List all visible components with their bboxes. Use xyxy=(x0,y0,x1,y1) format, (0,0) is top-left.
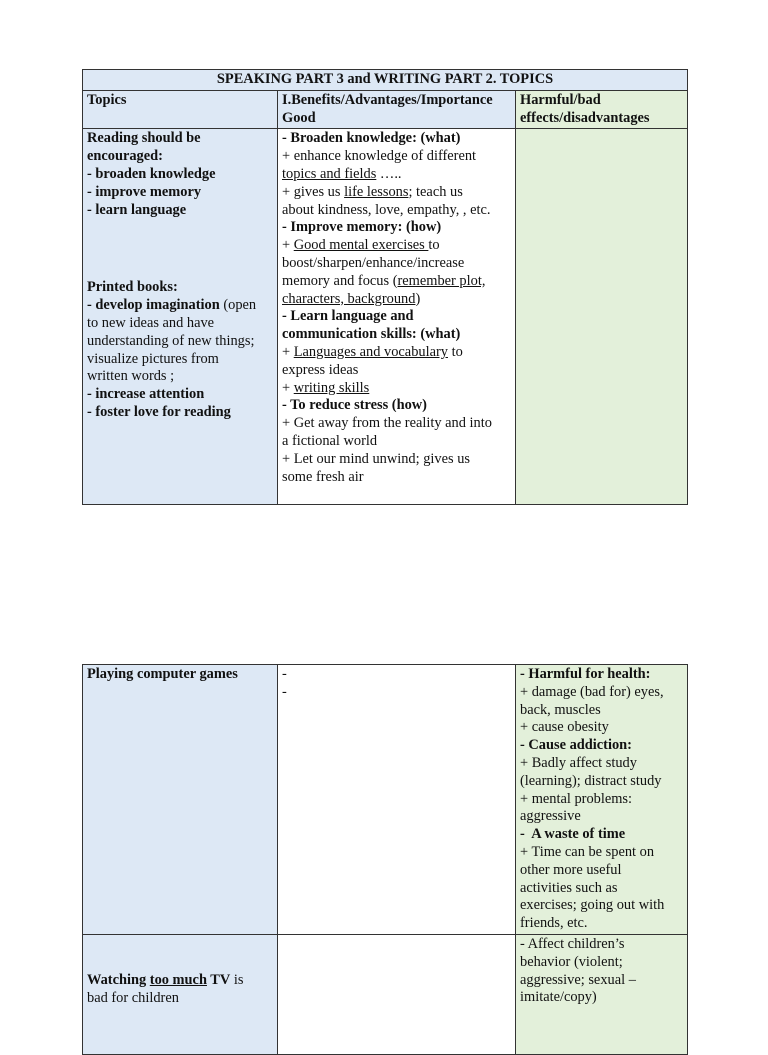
benefit-line: memory and focus (remember plot, xyxy=(282,272,486,289)
benefit-line: + Get away from the reality and into xyxy=(282,415,492,432)
harm-line: aggressive; sexual – xyxy=(520,971,636,988)
harm-line: exercises; going out with xyxy=(520,897,665,914)
reading-title-line2: encouraged: xyxy=(87,148,163,165)
benefit-line: - xyxy=(282,666,287,682)
harm-line: behavior (violent; xyxy=(520,953,623,970)
benefit-line: - xyxy=(282,683,287,700)
harm-heading: - Harmful for health: xyxy=(520,666,651,682)
harm-line: + cause obesity xyxy=(520,719,609,736)
printed-item-imagination: - develop imagination (open xyxy=(87,297,257,314)
benefit-line: express ideas xyxy=(282,361,359,378)
benefit-line: boost/sharpen/enhance/increase xyxy=(282,254,465,271)
printed-item-love: - foster love for reading xyxy=(87,403,231,420)
harm-line: aggressive xyxy=(520,808,581,825)
harm-line: imitate/copy) xyxy=(520,989,597,1006)
reading-item: - learn language xyxy=(87,201,187,218)
topics-cell-computer-games xyxy=(83,665,278,935)
topics-table-1 xyxy=(82,69,688,505)
header-benefits-line2: Good xyxy=(282,109,316,126)
harm-heading: - Cause addiction: xyxy=(520,737,632,754)
benefit-heading: communication skills: (what) xyxy=(282,326,461,343)
topics-table-2 xyxy=(82,664,688,1055)
table-title-text: SPEAKING PART 3 and WRITING PART 2. TOPICS xyxy=(216,71,554,87)
benefits-cell-reading xyxy=(278,129,516,505)
benefit-line: + Good mental exercises to xyxy=(282,237,440,254)
harm-line: + mental problems: xyxy=(520,790,633,807)
topic-tv: Watching too much TV is xyxy=(87,971,244,988)
printed-item-line: understanding of new things; xyxy=(87,332,255,349)
benefit-heading: - To reduce stress (how) xyxy=(282,397,427,414)
benefit-line: some fresh air xyxy=(282,468,364,485)
header-harmful xyxy=(516,90,688,129)
benefit-heading: - Improve memory: (how) xyxy=(282,219,442,236)
reading-item: - improve memory xyxy=(87,183,202,200)
benefit-line: + writing skills xyxy=(282,379,370,396)
harm-line: activities such as xyxy=(520,879,618,896)
printed-item-attention: - increase attention xyxy=(87,386,205,403)
harm-line: - Affect children’s xyxy=(520,935,625,952)
benefit-heading: - Broaden knowledge: (what) xyxy=(282,130,461,147)
benefit-line: + enhance knowledge of different xyxy=(282,148,477,165)
harm-line: friends, etc. xyxy=(520,915,588,932)
benefit-line: + gives us life lessons; teach us xyxy=(282,183,463,200)
harm-line: (learning); distract study xyxy=(520,772,662,789)
printed-item-line: written words ; xyxy=(87,368,175,385)
reading-item: - broaden knowledge xyxy=(87,165,216,182)
topic-tv-line2: bad for children xyxy=(87,989,179,1006)
header-topics-text: Topics xyxy=(87,91,127,108)
reading-title-line1: Reading should be xyxy=(87,130,201,147)
harm-heading: - A waste of time xyxy=(520,826,626,843)
header-harmful-line2: effects/disadvantages xyxy=(520,109,650,126)
topics-cell-reading xyxy=(83,129,278,505)
benefits-cell-computer-games xyxy=(278,665,516,935)
benefit-line: + Let our mind unwind; gives us xyxy=(282,450,470,467)
harm-line: other more useful xyxy=(520,861,622,878)
harm-line: back, muscles xyxy=(520,701,601,718)
benefit-line: topics and fields ….. xyxy=(282,165,402,182)
harmful-cell-tv xyxy=(516,934,688,1054)
harm-line: + Time can be spent on xyxy=(520,843,655,860)
benefit-line: characters, background) xyxy=(282,290,421,307)
harmful-cell-reading xyxy=(516,129,688,505)
benefit-line: a fictional world xyxy=(282,432,378,449)
topic-computer-games: Playing computer games xyxy=(87,666,238,682)
harm-line: + damage (bad for) eyes, xyxy=(520,683,664,700)
benefits-cell-tv xyxy=(278,934,516,1054)
header-benefits-line1: I.Benefits/Advantages/Importance xyxy=(282,91,493,108)
printed-item-line: visualize pictures from xyxy=(87,350,219,367)
header-topics xyxy=(83,90,278,129)
header-benefits xyxy=(278,90,516,129)
header-harmful-line1: Harmful/bad xyxy=(520,91,601,108)
harm-line: + Badly affect study xyxy=(520,754,637,771)
harmful-cell-computer-games xyxy=(516,665,688,935)
topics-cell-tv xyxy=(83,934,278,1054)
benefit-line: about kindness, love, empathy, , etc. xyxy=(282,201,491,218)
table-title xyxy=(83,70,688,91)
benefit-heading: - Learn language and xyxy=(282,308,414,325)
printed-books-title: Printed books: xyxy=(87,279,178,296)
printed-item-line: to new ideas and have xyxy=(87,314,215,331)
benefit-line: + Languages and vocabulary to xyxy=(282,343,463,360)
